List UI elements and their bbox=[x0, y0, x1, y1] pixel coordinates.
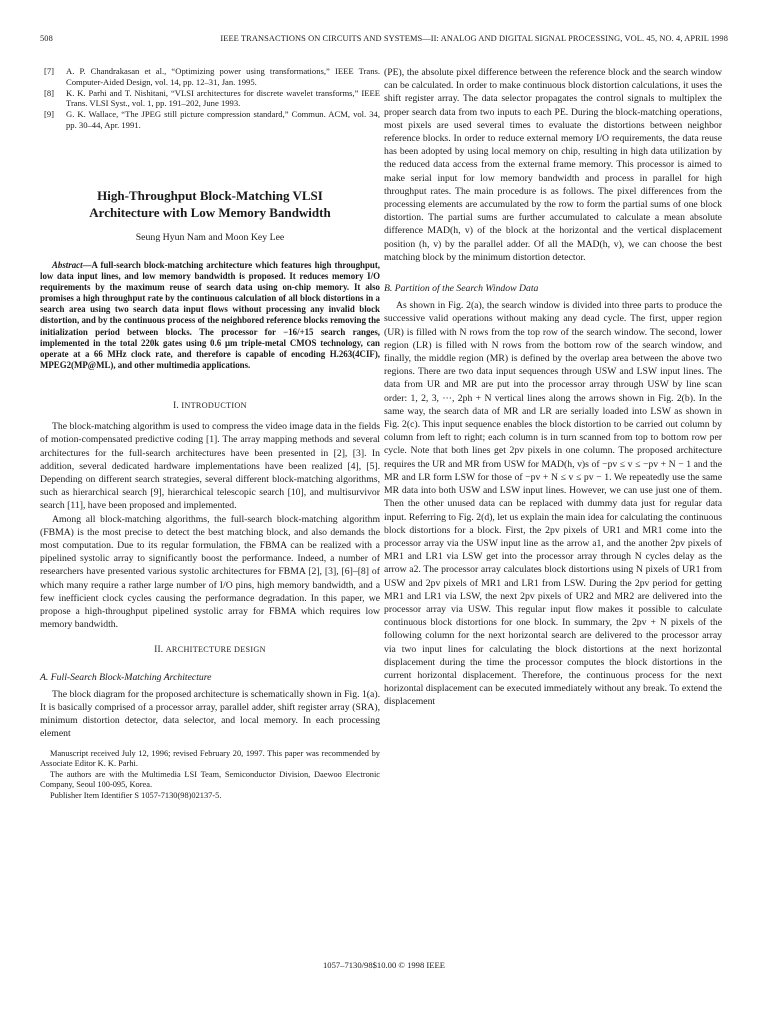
paper-title bbox=[40, 187, 380, 221]
journal-title: IEEE TRANSACTIONS ON CIRCUITS AND SYSTEMS—II: ANALOG AND DIGITAL SIGNAL PROCESSING, VOL. 45, NO. 4, APRIL 1998 bbox=[220, 34, 728, 43]
abstract bbox=[40, 260, 380, 371]
running-header bbox=[40, 34, 728, 48]
paragraph: The block-matching algorithm is used to compress the video image data in the fields of motion-compensated predictive coding [1]. The array mapping methods and several architectures for the full-search architectures have been presented in [2], [3]. In addition, several dedicated hardware implementations have been realized [4], [5]. Depending on different search strategies, several different block-matching algorithms, such as hierarchical search [9], hierarchical telescopic search [10], and multisurvivor search [11], have been proposed and implemented. bbox=[40, 421, 380, 512]
left-column bbox=[40, 66, 380, 802]
footnote: The authors are with the Multimedia LSI Team, Semiconductor Division, Daewoo Electronic Company, Seoul 100-095, Korea. bbox=[40, 769, 380, 790]
paragraph: The block diagram for the proposed architecture is schematically shown in Fig. 1(a). It is basically comprised of a processor array, parallel adder, shift register array (SRA), minimum distortion detector, data selector, and local memory. In each processing element bbox=[40, 688, 380, 740]
footnote: Manuscript received July 12, 1996; revised February 20, 1997. This paper was recommended by Associate Editor K. K. Parhi. bbox=[40, 748, 380, 769]
section-heading-intro: I. INTRODUCTION bbox=[173, 399, 247, 410]
paragraph: As shown in Fig. 2(a), the search window is divided into three parts to produce the successive valid operations without making any dead cycle. The first, upper region (UR) is filled with N rows from the top row of the search window. The second, lower region (LR) is filled with N rows from the bottom row of the search window, and finally, the middle region (MR) is defined by the overlap area between the above two regions. There are two data input sequences through USW and LSW input lines. The data from UR and MR are put into the processor array through USW by line scan order: 1, 2, 3, ···, 2ph + N vertical lines along the arrows shown in Fig. 2(b). In the same way, the search data of MR and LR are serially loaded into LSW as shown in Fig. 2(c). This input sequence enables the block distortion to be carried out column by column from left to right; each column is in turn scanned from top to bottom row per cycle. Note that both lines get 2pv pixels in one column. The proposed architecture requires the UR and MR from USW for MAD(h, v)s of −pv ≤ v ≤ −pv + N − 1 and the MR and LR form LSW for those of −pv + N ≤ v ≤ pv − 1. We repeatedly use the same MR data into both USW and LSW input lines. However, we can use just one of them. Then the other unused data can be replaced with dummy data just for regular data input. Referring to Fig. 2(d), let us explain the main idea for calculating the continuous block distortions for a block. First, the 2pv pixels of UR1 and MR1 come into the processor array via the USW input line as the arrow a1, and the another 2pv pixels of MR1 and LR1 via LSW get into the processor array through N cycles delay as the arrow a2. The processor array calculates block distortions using N pixels of UR1 from USW and 2pv pixels of MR1 and LR1 from LSW. During the 2pv period for getting MR1 and LR1 via LSW, the next 2pv pixels of UR2 and MR2 are delivered into the processor array via USW. This regular input flow makes it possible to calculate continuous block distortions for one block. In summary, the 2pv + N pixels of the following column for the next horizontal search are delivered to the processor array via two input lines for calculating the block distortions at the next horizontal displacement during the time the processor computes the block distortions in the current horizontal displacement. Therefore, the continuous process for the next horizontal displacement can be executed immediately without any break. To extend the displacement bbox=[384, 300, 722, 708]
title-line: High-Throughput Block-Matching VLSI bbox=[97, 187, 323, 203]
reference-list bbox=[40, 66, 380, 131]
footnote: Publisher Item Identifier S 1057-7130(98)02137-5. bbox=[50, 790, 222, 800]
subsection-heading: A. Full-Search Block-Matching Architecture bbox=[40, 671, 212, 683]
paragraph: Among all block-matching algorithms, the full-search block-matching algorithm (FBMA) is the most precise to detect the best matching block, and also demands the most computation. Due to its regular formulation, the FBMA can be realized with a pipelined systolic array to significantly boost the performance. Indeed, a number of researchers have presented various systolic architectures for FBMA [2], [3], [6]–[8] of which many require a rather large number of I/O pins, high memory bandwidth, and a few inefficient clock cycles causing the performance degradation. In this paper, we propose a high-throughput pipelined systolic array for FBMA which requires low memory bandwidth. bbox=[40, 513, 380, 631]
right-column bbox=[384, 66, 722, 709]
title-line: Architecture with Low Memory Bandwidth bbox=[89, 204, 331, 220]
section-heading-architecture: II. ARCHITECTURE DESIGN bbox=[154, 644, 266, 655]
page-number: 508 bbox=[40, 34, 53, 43]
abstract-label: Abstract— bbox=[52, 259, 92, 270]
copyright-footer: 1057–7130/98$10.00 © 1998 IEEE bbox=[322, 960, 446, 970]
paragraph: (PE), the absolute pixel difference between the reference block and the search window can be calculated. In order to make continuous block distortion calculations, it uses the shift register array. The data selector propagates the control signals to multiplex the proper search data from two inputs to each PE. During the block-matching operations, most pixels are used several times to evaluate the distortions between neighbor reference blocks. In order to reduce external memory I/O requirements, the data reuse has been adopted by using local memory on chip, resulting in high data utilization by the reduced data access from the external frame memory. This processor is aimed to make serial input for low memory bandwidth and process in parallel for high throughput rates. The main procedure is as follows. The pixel differences from the processing elements are accumulated by the row to form the partial sums of one block distortion. The partial sums are further accumulated to calculate a mean absolute difference MAD(h, v) of the block at the horizontal and the vertical displacement position (h, v) by the parallel adder. Of all the MAD(h, v), we can choose the best matching block by the minimum distortion detector. bbox=[384, 67, 722, 263]
footnotes bbox=[40, 749, 380, 802]
authors: Seung Hyun Nam and Moon Key Lee bbox=[135, 231, 285, 243]
subsection-heading: B. Partition of the Search Window Data bbox=[384, 283, 539, 295]
reference-item: [8] K. K. Parhi and T. Nishitani, “VLSI architectures for discrete wavelet transforms,” IEEE Trans. VLSI Syst., vol. 1, pp. 191–202, June 1993. bbox=[44, 87, 380, 109]
reference-item: [7] A. P. Chandrakasan et al., “Optimizing power using transformations,” IEEE Trans. Computer-Aided Design, vol. 14, pp. 12–31, Jan. 1995. bbox=[44, 66, 380, 87]
abstract-text: A full-search block-matching architecture which features high throughput, low data input lines, and low memory bandwidth is proposed. It reduces memory I/O requirements by the maximum reuse of search data using on-chip memory. It also promises a high throughput rate by the continuous calculation of all block distortions in a search area using two search data input flows without processing any invalid block distortion, and by the continuous process of the neighbored reference blocks removing the initialization period between blocks. The processor for −16/+15 search ranges, implemented in the total 220k gates using 0.6 μm triple-metal CMOS technology, can operate at a 66 MHz clock rate, and therefore is capable of encoding H.263(4CIF), MPEG2(MP@ML), and other multimedia applications. bbox=[40, 259, 380, 370]
reference-item: [9] G. K. Wallace, “The JPEG still picture compression standard,” Commun. ACM, vol. 34, pp. 30–44, Apr. 1991. bbox=[44, 109, 380, 130]
